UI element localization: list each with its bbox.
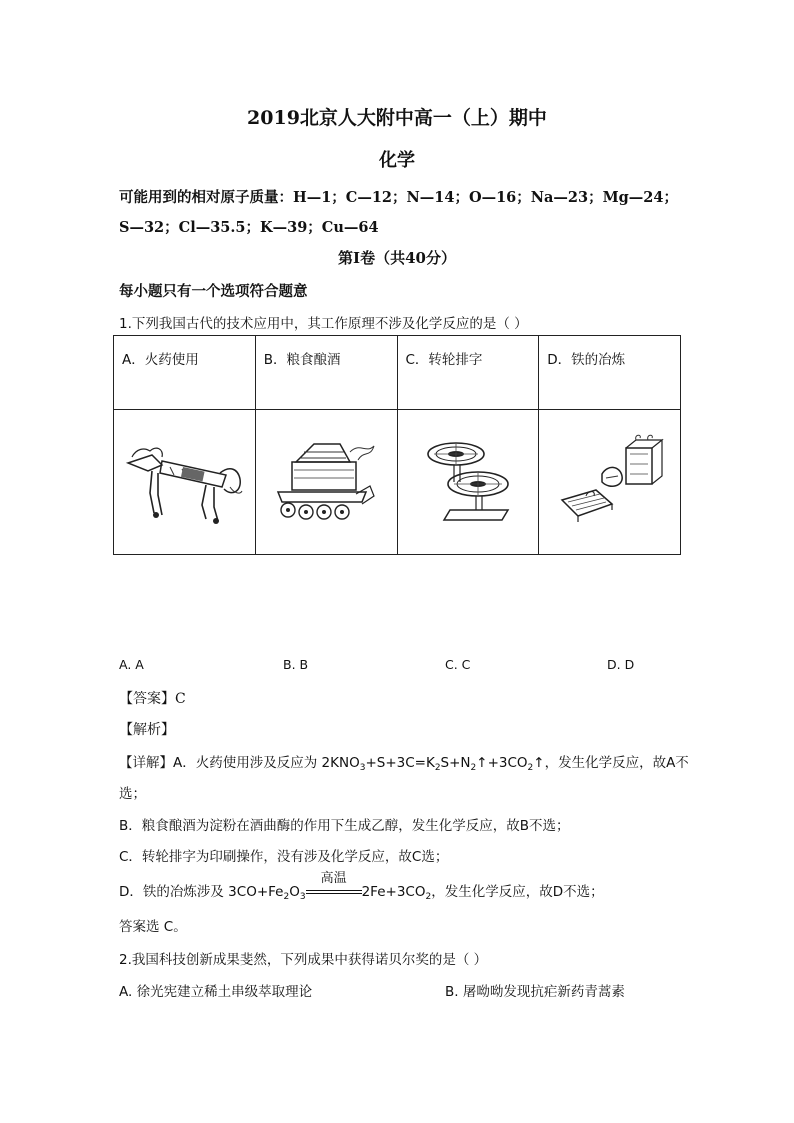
question-2-option-b[interactable]: B. 屠呦呦发现抗疟新药青蒿素: [445, 984, 625, 1000]
atomic-mass-line-2: S—32；Cl—35.5；K—39；Cu—64: [119, 219, 379, 236]
subscript: 2: [527, 763, 534, 773]
detail-a-text: S+N: [440, 755, 471, 771]
subscript: 2: [283, 892, 290, 902]
option-d-image-cell: [539, 410, 681, 555]
option-b-cell: [255, 336, 397, 410]
detail-a-text: A．火药使用涉及反应为 2KNO: [173, 755, 360, 771]
question-2-option-a[interactable]: A. 徐光宪建立稀土串级萃取理论: [119, 984, 313, 1000]
detail-d-text: D．铁的冶炼涉及 3CO+Fe: [119, 884, 284, 900]
subscript: 3: [299, 892, 306, 902]
subscript: 3: [359, 763, 366, 773]
detail-c-line: C．转轮排字为印刷操作，没有涉及化学反应，故C选；: [119, 849, 449, 865]
option-d-cell: [539, 336, 681, 410]
question-2-stem: 2.我国科技创新成果斐然，下列成果中获得诺贝尔奖的是（ ）: [119, 952, 488, 968]
subscript: 2: [470, 763, 477, 773]
choice-d[interactable]: D. D: [607, 657, 635, 672]
answer-tag: 【答案】: [119, 691, 175, 707]
answer-value: C: [175, 691, 186, 707]
gunpowder-illustration: [122, 435, 246, 525]
choice-c[interactable]: C. C: [445, 657, 471, 672]
option-c-label: C．转轮排字: [405, 352, 483, 368]
instruction-text: 每小题只有一个选项符合题意: [119, 283, 308, 300]
detail-d-text: ，发生化学反应，故D不选；: [431, 884, 604, 900]
detail-d-text: 2Fe+3CO: [361, 884, 426, 900]
option-a-cell: [114, 336, 256, 410]
subject-title: 化学: [379, 150, 415, 171]
atomic-mass-line-1: 可能用到的相对原子质量：H—1；C—12；N—14；O—16；Na—23；Mg—24；: [119, 189, 678, 206]
detail-a-text: ↑+3CO: [476, 755, 528, 771]
reaction-condition-arrow: [306, 871, 362, 900]
choice-a[interactable]: A. A: [119, 657, 144, 672]
option-d-label: D．铁的冶炼: [547, 352, 626, 368]
iron-smelting-illustration: [556, 434, 664, 526]
rotary-type-illustration: [420, 432, 516, 528]
detail-a-text: ↑，发生化学反应，故A不: [533, 755, 689, 771]
choice-b[interactable]: B. B: [283, 657, 309, 672]
question-1-options-table: [113, 335, 681, 555]
question-1-stem: 1.下列我国古代的技术应用中，其工作原理不涉及化学反应的是（ ）: [119, 316, 528, 332]
detail-a-line: [119, 751, 689, 773]
detail-d-line: D．铁的冶炼涉及 $3CO+Fe_2O_3$ 高温 $2Fe+3CO_2$，发生化学反应，故D不选；: [119, 880, 604, 902]
analysis-tag: 【解析】: [119, 722, 175, 738]
option-c-cell: [397, 336, 539, 410]
option-b-label: B．粮食酿酒: [263, 352, 341, 368]
subscript: 2: [425, 892, 432, 902]
detail-a-text: +S+3C=K: [365, 755, 435, 771]
option-c-image-cell: [397, 410, 539, 555]
brewing-illustration: [270, 432, 382, 528]
option-a-label: A．火药使用: [122, 352, 199, 368]
detail-tag: 【详解】: [119, 755, 173, 771]
option-a-image-cell: [114, 410, 256, 555]
option-b-image-cell: [255, 410, 397, 555]
subscript: 2: [434, 763, 441, 773]
reaction-condition-label: 高温: [320, 871, 347, 886]
answer-line: [119, 688, 186, 708]
detail-b-line: B．粮食酿酒为淀粉在酒曲酶的作用下生成乙醇，发生化学反应，故B不选；: [119, 818, 570, 834]
exam-title: 2019北京人大附中高一（上）期中: [247, 107, 547, 129]
detail-a-continuation: 选；: [119, 786, 146, 802]
section-heading: 第I卷（共40分）: [338, 249, 456, 267]
conclusion-line: 答案选 C。: [119, 919, 187, 935]
